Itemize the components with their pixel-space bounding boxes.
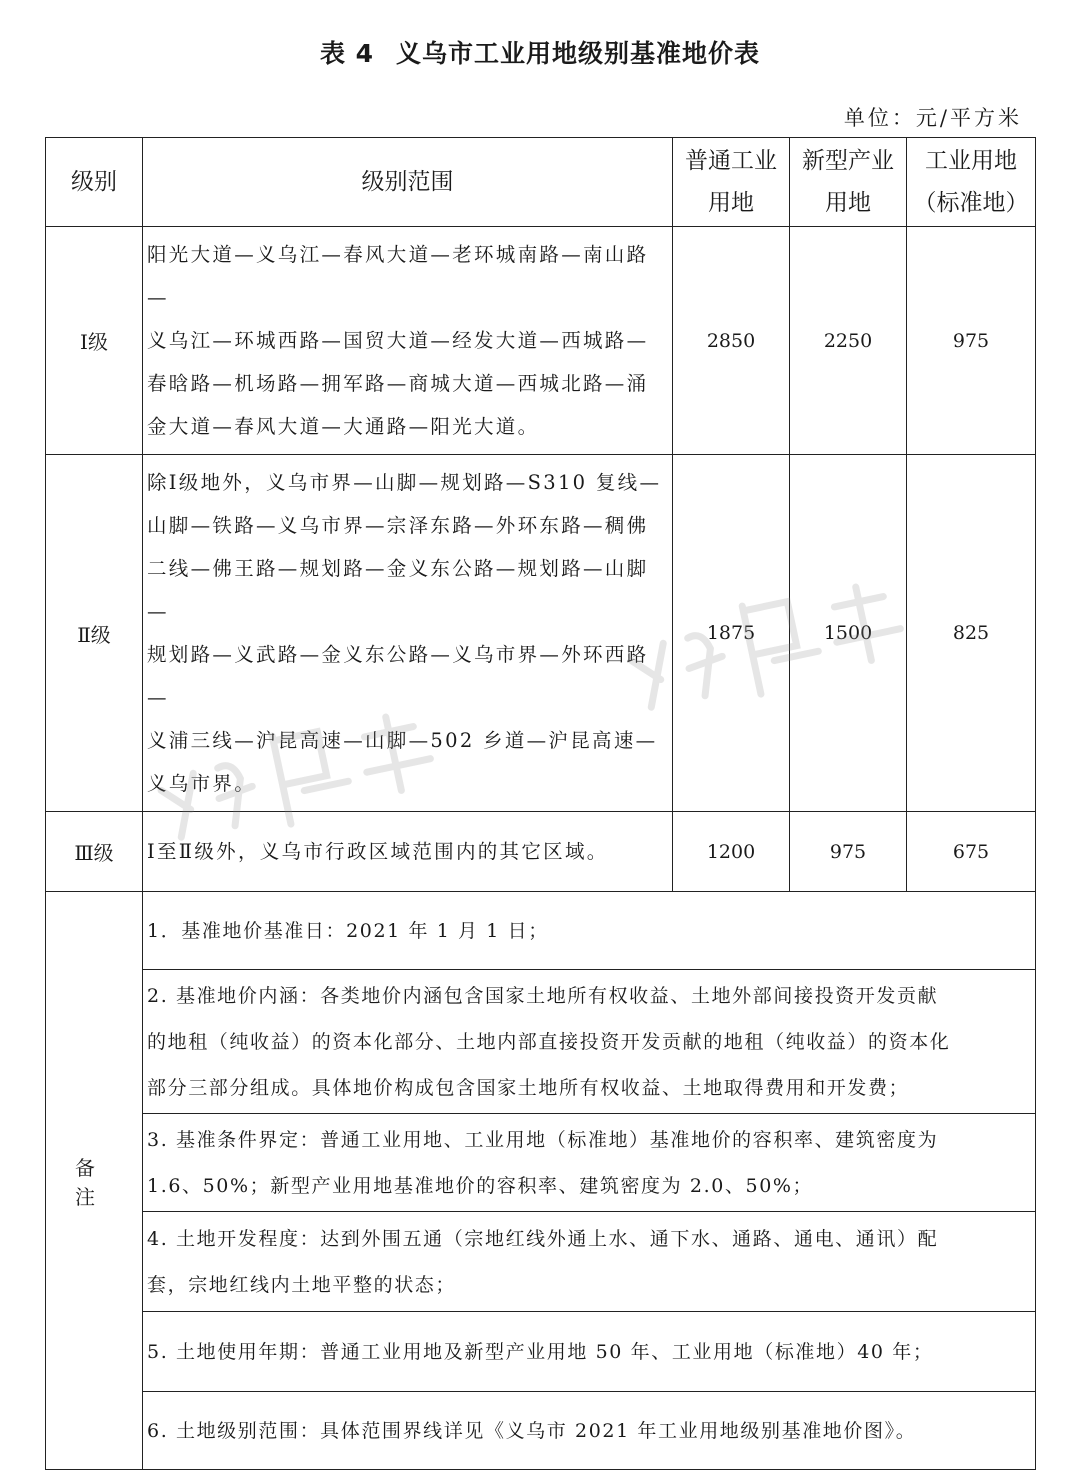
header-general-industrial-line1: 普通工业 <box>685 148 777 174</box>
notes-label: 备 注 <box>46 892 143 1470</box>
note-line: 1.6、50%；新型产业用地基准地价的容积率、建筑密度为 2.0、50%； <box>147 1174 814 1197</box>
note-row <box>46 970 1036 1114</box>
header-row <box>46 138 1036 227</box>
header-new-industry-line1: 新型产业 <box>802 148 894 174</box>
header-standard-land <box>907 138 1036 227</box>
range-cell <box>143 227 673 455</box>
note-line: 4. 土地开发程度：达到外围五通（宗地红线外通上水、通下水、通路、通电、通讯）配 <box>147 1227 939 1250</box>
note-row <box>46 1312 1036 1392</box>
range-line: 山脚—铁路—义乌市界—宗泽东路—外环东路—稠佛 <box>147 514 649 537</box>
range-line: 二线—佛王路—规划路—金义东公路—规划路—山脚— <box>147 557 649 623</box>
note-row <box>46 1212 1036 1312</box>
price-standard-land: 975 <box>907 227 1036 455</box>
range-line: 义浦三线—沪昆高速—山脚—502 乡道—沪昆高速— <box>147 729 658 752</box>
table-row <box>46 227 1036 455</box>
table-row <box>46 812 1036 892</box>
range-cell <box>143 455 673 812</box>
range-line: 义乌江—环城西路—国贸大道—经发大道—西城路— <box>147 329 649 352</box>
note-line: 1．基准地价基准日：2021 年 1 月 1 日； <box>147 919 549 942</box>
note-line: 2. 基准地价内涵：各类地价内涵包含国家土地所有权收益、土地外部间接投资开发贡献 <box>147 984 939 1007</box>
header-range: 级别范围 <box>143 138 673 227</box>
header-general-industrial-line2: 用地 <box>708 190 754 216</box>
range-line: 阳光大道—义乌江—春风大道—老环城南路—南山路— <box>147 243 649 309</box>
note-line: 套，宗地红线内土地平整的状态； <box>147 1273 457 1296</box>
note-item <box>143 1392 1036 1470</box>
range-line: 规划路—义武路—金义东公路—义乌市界—外环西路— <box>147 643 649 709</box>
header-general-industrial <box>673 138 790 227</box>
table-title-text: 义乌市工业用地级别基准地价表 <box>396 39 761 68</box>
note-row <box>46 1392 1036 1470</box>
unit-label: 单位：元/平方米 <box>843 106 1022 130</box>
level-cell: Ⅱ级 <box>46 455 143 812</box>
price-new-industry: 975 <box>790 812 907 892</box>
header-level: 级别 <box>46 138 143 227</box>
note-line: 6. 土地级别范围：具体范围界线详见《义乌市 2021 年工业用地级别基准地价图》。 <box>147 1419 917 1442</box>
price-new-industry: 2250 <box>790 227 907 455</box>
range-line: Ⅰ至Ⅱ级外，义乌市行政区域范围内的其它区域。 <box>147 840 609 863</box>
price-general-industrial: 2850 <box>673 227 790 455</box>
note-row <box>46 892 1036 970</box>
note-line: 3. 基准条件界定：普通工业用地、工业用地（标准地）基准地价的容积率、建筑密度为 <box>147 1128 939 1151</box>
header-standard-land-line2: （标准地） <box>913 190 1029 216</box>
price-standard-land: 675 <box>907 812 1036 892</box>
note-line: 的地租（纯收益）的资本化部分、土地内部直接投资开发贡献的地租（纯收益）的资本化 <box>147 1030 951 1053</box>
note-item <box>143 970 1036 1114</box>
table-number: 表 4 <box>319 39 375 68</box>
note-item <box>143 1114 1036 1212</box>
note-line: 5. 土地使用年期：普通工业用地及新型产业用地 50 年、工业用地（标准地）40 年； <box>147 1340 934 1363</box>
note-item <box>143 1312 1036 1392</box>
range-cell <box>143 812 673 892</box>
range-line: 义乌市界。 <box>147 772 257 795</box>
range-line: 除Ⅰ级地外，义乌市界—山脚—规划路—S310 复线— <box>147 471 662 494</box>
range-line: 金大道—春风大道—大通路—阳光大道。 <box>147 415 540 438</box>
header-new-industry <box>790 138 907 227</box>
price-general-industrial: 1875 <box>673 455 790 812</box>
note-item <box>143 892 1036 970</box>
range-line: 春晗路—机场路—拥军路—商城大道—西城北路—涌 <box>147 372 649 395</box>
price-standard-land: 825 <box>907 455 1036 812</box>
table-row <box>46 455 1036 812</box>
note-item <box>143 1212 1036 1312</box>
price-general-industrial: 1200 <box>673 812 790 892</box>
level-cell: Ⅲ级 <box>46 812 143 892</box>
table-title <box>0 34 1080 70</box>
land-price-table <box>45 137 1036 1470</box>
header-new-industry-line2: 用地 <box>825 190 871 216</box>
price-new-industry: 1500 <box>790 455 907 812</box>
header-standard-land-line1: 工业用地 <box>925 148 1017 174</box>
note-row <box>46 1114 1036 1212</box>
note-line: 部分三部分组成。具体地价构成包含国家土地所有权收益、土地取得费用和开发费； <box>147 1076 910 1099</box>
level-cell: Ⅰ级 <box>46 227 143 455</box>
